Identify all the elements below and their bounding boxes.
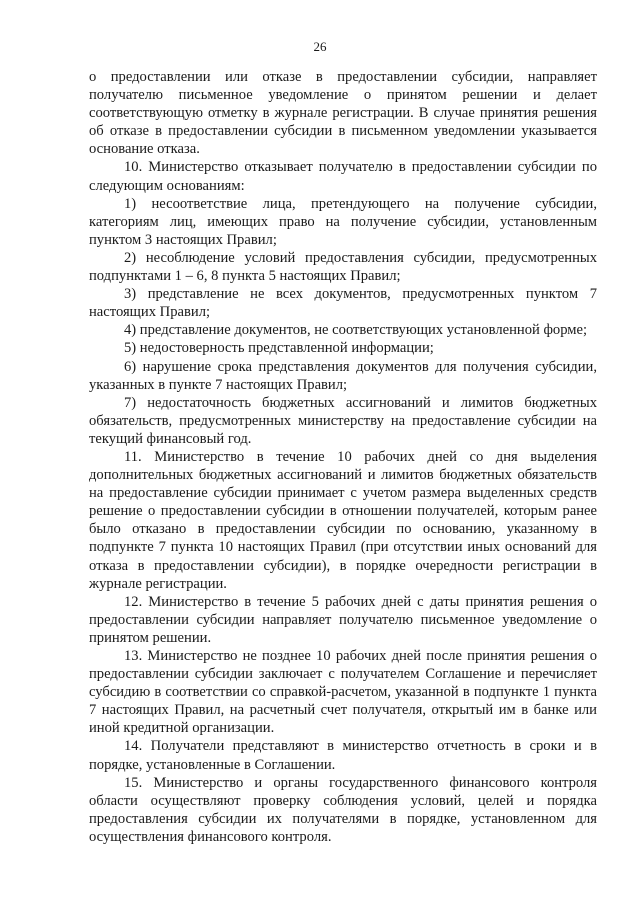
paragraph-12: 12. Министерство в течение 5 рабочих дней с даты принятия решения о предоставлении субсидии направляет получателю письменное уведомление о принятом решении. bbox=[89, 593, 597, 646]
page-number: 26 bbox=[313, 39, 327, 54]
list-item-10-7: 7) недостаточность бюджетных ассигнований и лимитов бюджетных обязательств, предусмотренных министерству на предоставление субсидии на текущий финансовый год. bbox=[89, 394, 597, 447]
paragraph-continuation: о предоставлении или отказе в предоставлении субсидии, направляет получателю письменное уведомление о принятом решении и делает соответствующую отметку в журнале регистрации. В случае принятия решения об отказе в предоставлении субсидии в письменном уведомлении указывается основание отказа. bbox=[89, 69, 597, 158]
paragraph-11: 11. Министерство в течение 10 рабочих дней со дня выделения дополнительных бюджетных ассигнований и лимитов бюджетных обязательств на предоставление субсидии принимает с учетом размера выделенных средств решение о предоставлении субсидии в отношении получателей, которым ранее было отказано в предоставлении субсидии по основанию, указанному в подпункте 7 пункта 10 настоящих Правил (при отсутствии иных оснований для отказа в предоставлении субсидии), в порядке очередности регистрации в журнале регистрации. bbox=[89, 448, 597, 592]
list-item-10-5: 5) недостоверность представленной информации; bbox=[124, 340, 434, 357]
paragraph-10: 10. Министерство отказывает получателю в предоставлении субсидии по следующим основаниям: bbox=[89, 159, 597, 194]
document-body bbox=[89, 68, 597, 846]
list-item-10-2: 2) несоблюдение условий предоставления субсидии, предусмотренных подпунктами 1 – 6, 8 пункта 5 настоящих Правил; bbox=[89, 249, 597, 285]
paragraph-14: 14. Получатели представляют в министерство отчетность в сроки и в порядке, установленные в Соглашении. bbox=[89, 738, 597, 773]
list-item-10-6: 6) нарушение срока представления документов для получения субсидии, указанных в пункте 7 настоящих Правил; bbox=[89, 358, 597, 393]
paragraph-15: 15. Министерство и органы государственного финансового контроля области осуществляют проверку соблюдения условий, целей и порядка предоставления субсидии их получателями в порядке, установленном для осуществления финансового контроля. bbox=[89, 774, 597, 845]
paragraph-13: 13. Министерство не позднее 10 рабочих дней после принятия решения о предоставлении субсидии заключает с получателем Соглашение и перечисляет субсидию в соответствии со справкой-расчетом, указанной в подпункте 1 пункта 7 настоящих Правил, на расчетный счет получателя, открытый им в банке или иной кредитной организации. bbox=[89, 648, 597, 737]
list-item-10-1: 1) несоответствие лица, претендующего на получение субсидии, категориям лиц, имеющих право на получение субсидии, установленным пунктом 3 настоящих Правил; bbox=[89, 195, 597, 248]
list-item-10-3: 3) представление не всех документов, предусмотренных пунктом 7 настоящих Правил; bbox=[89, 286, 597, 321]
list-item-10-4: 4) представление документов, не соответствующих установленной форме; bbox=[124, 322, 588, 339]
